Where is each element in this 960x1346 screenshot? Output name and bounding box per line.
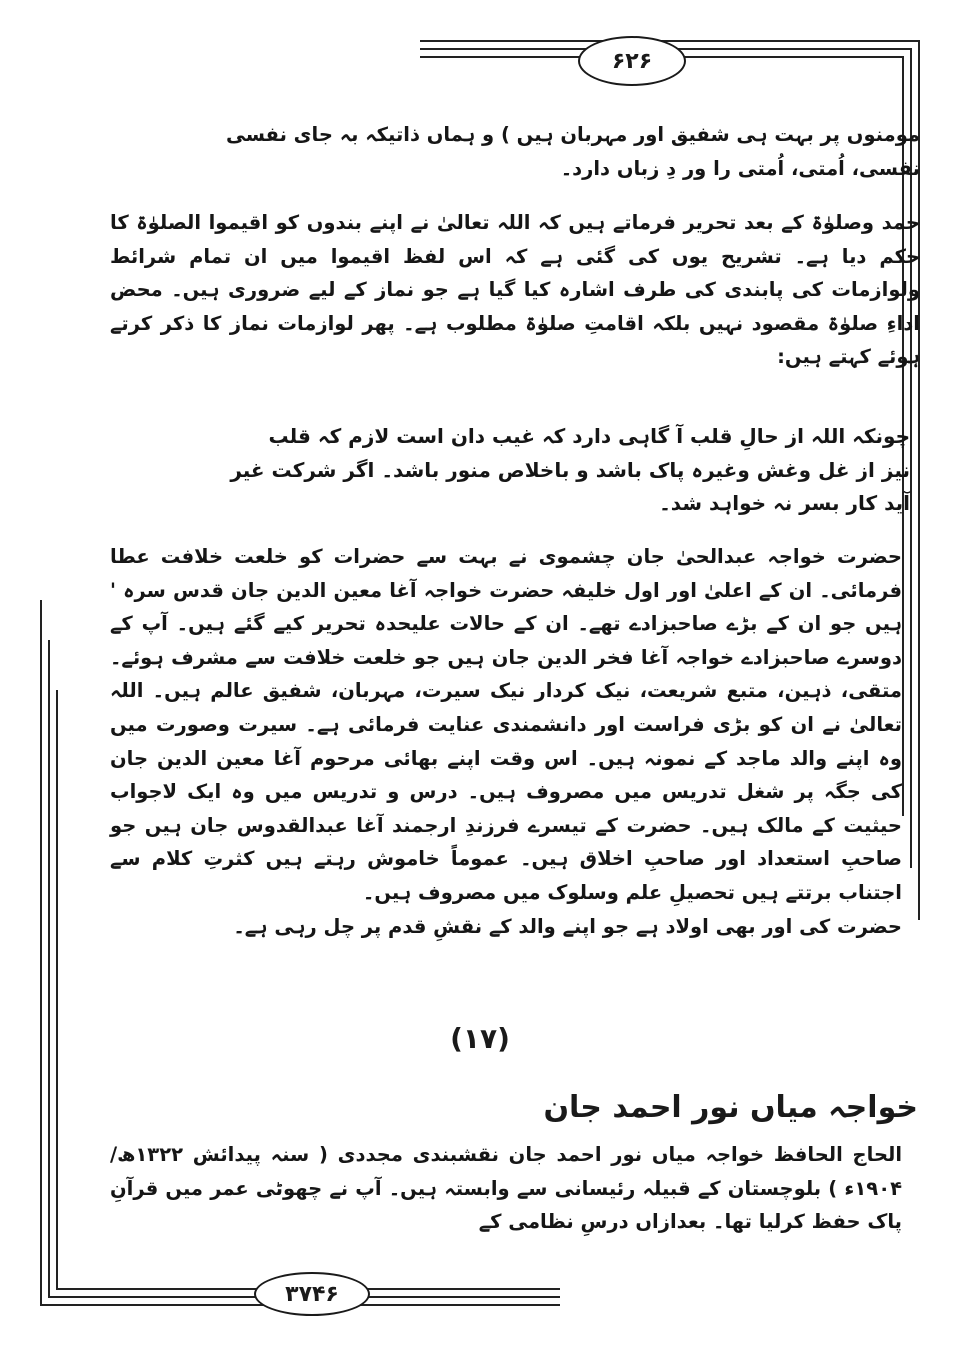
frame-top-line-outer (420, 40, 920, 42)
verse-line: آید کار بسر نہ خواہد شد۔ (659, 491, 910, 516)
frame-left-line-inner (48, 640, 50, 1297)
intro-line: مومنوں پر بہت ہی شفیق اور مہربان ہیں ) و ہماں ذاتیکہ بہ جای نفسی (225, 123, 920, 146)
header-page-number: ۶۲۶ (578, 36, 686, 86)
intro-block (186, 118, 920, 185)
paragraph-salat (110, 206, 920, 374)
paragraph-sons-text: حضرت خواجہ عبدالحیٰ جان چشموی نے بہت سے حضرات کو خلعت خلافت عطا فرمائی۔ ان کے اعلیٰ اور اول خلیفہ حضرت خواجہ آغا معین الدین جان قدس سرہ ' ہیں جو ان کے بڑے صاحبزادے تھے۔ ان کے حالات علیحدہ تحریر کیے گئے ہیں۔ آپ کے دوسرے صاحبزادے خواجہ آغا فخر الدین جان ہیں جو خلعت خلافت سے مشرف ہوئے۔ متقی، ذہین، متبع شریعت، نیک کردار نیک سیرت، مہربان، شفیق عالم ہیں۔ اللہ تعالیٰ نے ان کو بڑی فراست اور دانشمندی عنایت فرمائی ہے۔ سیرت وصورت میں وہ اپنے والد ماجد کے نمونہ ہیں۔ اس وقت اپنے بھائی مرحوم آغا معین الدین جان کی جگہ پر شغل تدریس میں مصروف ہیں۔ درس و تدریس میں وہ ایک لاجواب حیثیت کے مالک ہیں۔ حضرت کے تیسرے فرزندِ ارجمند آغا عبدالقدوس جان ہیں جو صاحبِ استعداد اور صاحبِ اخلاق ہیں۔ عموماً خاموش رہتے ہیں کثرتِ کلام سے اجتناب برتتے ہیں تحصیلِ علم وسلوک میں مصروف ہیں۔ (110, 545, 902, 904)
verse-line: نیز از غل وغش وغیرہ پاک باشد و باخلاص منور باشد۔ اگر شرکت غیر (230, 457, 910, 482)
section-number: (۱۷) (450, 1022, 510, 1055)
verse-block (230, 420, 920, 521)
frame-left-line-outer (40, 600, 42, 1305)
frame-left-line-inner2 (56, 690, 58, 1289)
paragraph-bio (110, 1138, 920, 1239)
footer-page-number: ۳۷۴۶ (254, 1272, 370, 1316)
verse-line: چونکہ اللہ از حالِ قلب آ گاہی دارد کہ غیب دان است لازم کہ قلب (268, 424, 910, 448)
paragraph-bio-text: الحاج الحافظ خواجہ میاں نور احمد جان نقشبندی مجددی ( سنہ پیدائش ۱۳۲۲ھ/۱۹۰۴ء ) بلوچستان کے قبیلہ رئیسانی سے وابستہ ہیں۔ آپ نے چھوٹی عمر میں قرآنِ پاک حفظ کرلیا تھا۔ بعدازاں درسِ نظامی کے (110, 1143, 902, 1234)
paragraph-sons (110, 540, 920, 943)
intro-line: نفسی، اُمتی، اُمتی را ور دِ زباں دارد۔ (560, 156, 920, 180)
paragraph-children-text: حضرت کی اور بھی اولاد ہے جو اپنے والد کے نقشِ قدم پر چل رہی ہے۔ (233, 914, 902, 938)
section-title: خواجہ میاں نور احمد جان (543, 1090, 918, 1125)
paragraph-salat-text: حمد وصلوٰۃ کے بعد تحریر فرماتے ہیں کہ اللہ تعالیٰ نے اپنے بندوں کو اقیموا الصلوٰۃ کا حکم دیا ہے۔ تشریح یوں کی گئی ہے کہ اس لفظ اقیموا میں ان تمام شرائط ولوازمات کی پابندی کی طرف اشارہ کیا گیا ہے جو نماز کے لیے ضروری ہیں۔ محض اداءِ صلوٰۃ مقصود نہیں بلکہ اقامتِ صلوٰۃ مطلوب ہے۔ پھر لوازمات نماز کا ذکر کرتے ہوئے کہتے ہیں: (110, 211, 920, 369)
